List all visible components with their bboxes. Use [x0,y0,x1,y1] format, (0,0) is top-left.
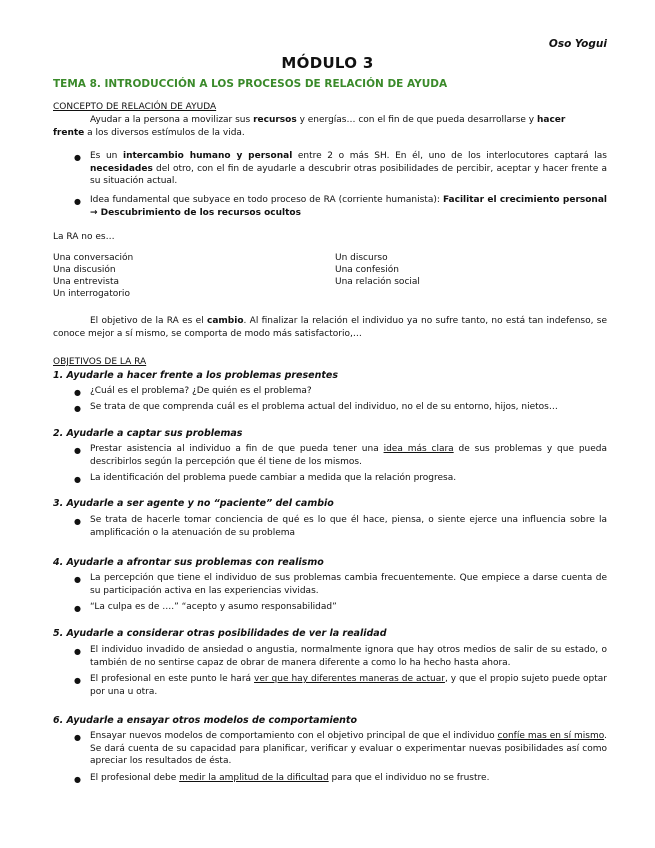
ra-no-es-left-1: Una conversación [53,253,134,263]
concepto-bullet-1: Es un intercambio humano y personal entre 2 o más SH. En él, uno de los interlocutores captará las necesidades del otro, con el fin de ayudarle a descubrir otras posibilidades de percibir, aceptar y hacer frente a su situación actual. [90,151,607,186]
bullet-icon: ● [74,153,81,162]
bullet-icon: ● [74,404,81,413]
ra-no-es-right-1: Un discurso [335,253,388,263]
objetivo-6-bullet-2: El profesional debe medir la amplitud de la dificultad para que el individuo no se frustre. [90,773,490,783]
objetivo-3-bullet-1: Se trata de hacerle tomar conciencia de qué es lo que él hace, piensa, o siente ejerce una influencia sobre la amplificación o la atenuación de su problema [90,515,607,538]
objetivo-1-bullet-1: ¿Cuál es el problema? ¿De quién es el problema? [90,386,312,396]
ra-no-es-left-3: Una entrevista [53,277,120,287]
tema-heading: TEMA 8. INTRODUCCIÓN A LOS PROCESOS DE RELACIÓN DE AYUDA [53,78,448,90]
objetivo-2-title: 2. Ayudarle a captar sus problemas [53,428,243,439]
objetivo-1-bullet-2: Se trata de que comprenda cuál es el problema actual del individuo, no el de su entorno, hijos, nietos… [90,402,558,412]
objetivo-4-bullet-2: “La culpa es de ….” “acepto y asumo responsabilidad” [90,602,337,612]
objetivo-1-title: 1. Ayudarle a hacer frente a los problemas presentes [53,370,338,381]
bullet-icon: ● [74,197,81,206]
concepto-line1: Ayudar a la persona a movilizar sus recursos y energías… con el fin de que pueda desarrollarse y hacer [90,115,566,125]
ra-no-es-left-2: Una discusión [53,265,116,275]
objetivo-2-bullet-1: Prestar asistencia al individuo a fin de que pueda tener una idea más clara de sus problemas y que pueda describirlos según la percepción que él tiene de los mismos. [90,444,608,467]
objetivo-2-bullet-2: La identificación del problema puede cambiar a medida que la relación progresa. [90,473,457,483]
objetivo-6-title: 6. Ayudarle a ensayar otros modelos de comportamiento [53,715,357,726]
bullet-icon: ● [74,775,81,784]
ra-no-es-right-3: Una relación social [335,277,420,287]
concepto-bullet-2: Idea fundamental que subyace en todo proceso de RA (corriente humanista): Facilitar el crecimiento personal → Descubrimiento de los recursos ocultos [90,195,607,218]
objetivo-5-bullet-2: El profesional en este punto le hará ver que hay diferentes maneras de actuar, y que el propio sujeto puede optar por una u otra. [90,674,608,697]
ra-no-es-label: La RA no es… [53,232,115,242]
bullet-icon: ● [74,575,81,584]
bullet-icon: ● [74,604,81,613]
author-name: Oso Yogui [548,38,607,50]
bullet-icon: ● [74,475,81,484]
bullet-icon: ● [74,388,81,397]
objetivo-5-bullet-1: El individuo invadido de ansiedad o angustia, normalmente ignora que hay otros medios de salir de su estado, o también de no sentirse capaz de obrar de manera diferente a como lo ha hecho hasta ahora. [90,645,607,668]
bullet-icon: ● [74,517,81,526]
objetivos-heading: OBJETIVOS DE LA RA [53,357,147,367]
objetivo-paragraph: El objetivo de la RA es el cambio. Al finalizar la relación el individuo ya no sufre tanto, no está tan indefenso, se conoce mejor a sí mismo, se comporta de modo más satisfactorio,… [53,316,607,339]
objetivo-4-title: 4. Ayudarle a afrontar sus problemas con realismo [53,557,324,568]
module-title: MÓDULO 3 [281,54,374,72]
ra-no-es-left-4: Un interrogatorio [53,289,130,299]
objetivo-6-bullet-1: Ensayar nuevos modelos de comportamiento con el objetivo principal de que el individuo confíe mas en sí mismo. Se dará cuenta de su capacidad para planificar, verificar y evaluar o experimentar nuevas posibilidades así como apreciar los resultados de ésta. [90,731,607,766]
ra-no-es-right-2: Una confesión [335,265,399,275]
objetivo-4-bullet-1: La percepción que tiene el individuo de sus problemas cambia frecuentemente. Que empiece a darse cuenta de su participación activa en las experiencias vividas. [90,573,607,596]
bullet-icon: ● [74,446,81,455]
bullet-icon: ● [74,676,81,685]
bullet-icon: ● [74,647,81,656]
concepto-line2: frente a los diversos estímulos de la vida. [53,128,245,138]
objetivo-5-title: 5. Ayudarle a considerar otras posibilidades de ver la realidad [53,628,387,639]
objetivo-3-title: 3. Ayudarle a ser agente y no “paciente” del cambio [53,498,334,509]
bullet-icon: ● [74,733,81,742]
concepto-heading: CONCEPTO DE RELACIÓN DE AYUDA [53,102,217,112]
